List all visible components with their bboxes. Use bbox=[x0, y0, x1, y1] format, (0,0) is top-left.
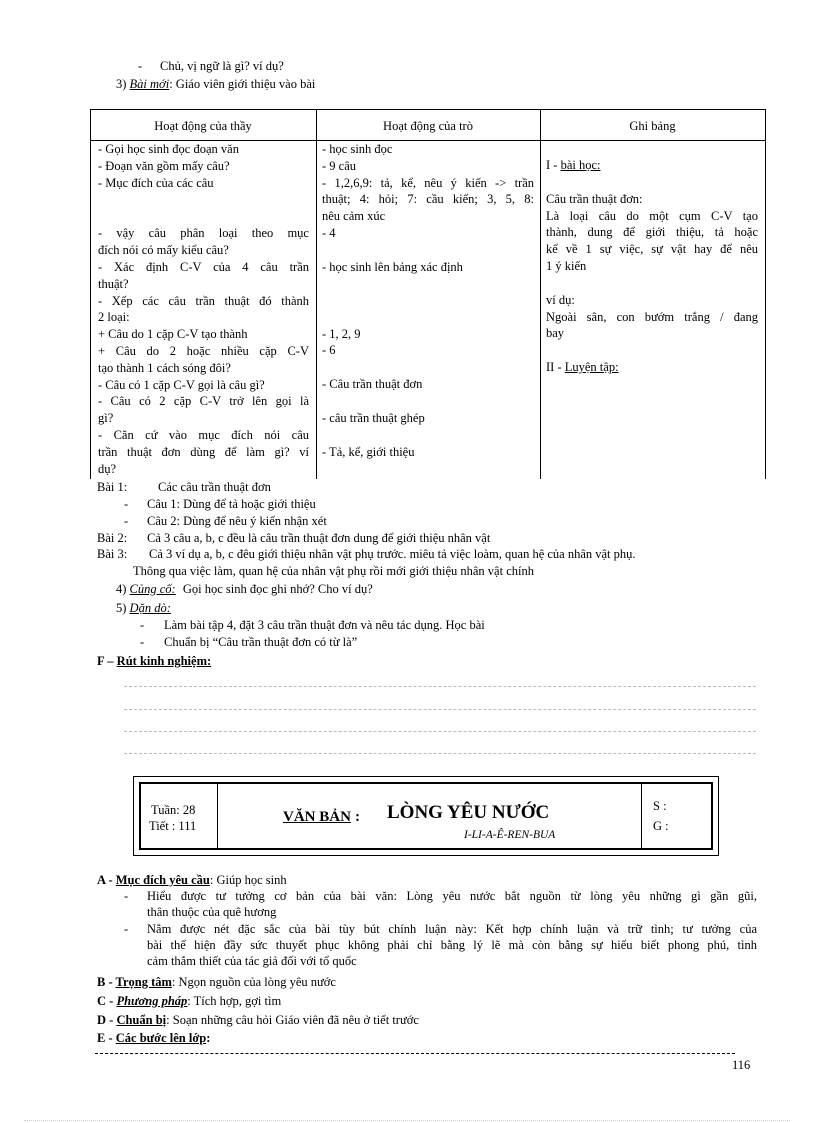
board-section-1: I - bài học: bbox=[546, 158, 601, 172]
board-def-line: Là loại câu do một cụm C-V tạo bbox=[546, 208, 758, 223]
genre-label: VĂN BẢN bbox=[283, 809, 351, 825]
teacher-line: - vậy câu phân loại theo mục bbox=[98, 226, 309, 241]
student-line: - 6 bbox=[322, 343, 336, 358]
homework-heading: 5) Dặn dò: bbox=[116, 601, 171, 615]
board-example-line: bay bbox=[546, 326, 565, 341]
student-line: nêu cảm xúc bbox=[322, 209, 386, 224]
student-line: - 9 câu bbox=[322, 158, 357, 173]
prep-line: D - Chuẩn bị: Soạn những câu hỏi Giáo viên đã nêu ở tiết trước bbox=[97, 1013, 419, 1027]
board-term: Câu trần thuật đơn: bbox=[546, 191, 643, 206]
teacher-line: thuật? bbox=[98, 276, 129, 291]
header-teacher: Hoạt động của thầy bbox=[154, 119, 252, 133]
teacher-line: - Gọi học sinh đọc đoạn văn bbox=[98, 142, 239, 156]
student-line: - câu trần thuật ghép bbox=[322, 410, 425, 425]
teacher-line: - Câu có 2 cặp C-V trở lên gọi là bbox=[98, 394, 309, 409]
teacher-column bbox=[98, 141, 309, 477]
teacher-line: gì? bbox=[98, 411, 114, 426]
objective-item: Hiểu được tư tưởng cơ bản của bài văn: Lòng yêu nước bắt nguồn từ lòng yêu những gì gần gũi, thân thuộc của quê hương bbox=[147, 889, 757, 919]
author-name: I-LI-A-Ê-REN-BUA bbox=[464, 829, 556, 841]
student-line: - 1,2,6,9: tả, kể, nêu ý kiến -> trần bbox=[322, 175, 534, 190]
teacher-line: trần thuật đơn dùng để làm gì? ví bbox=[98, 444, 309, 459]
student-line: - 1, 2, 9 bbox=[322, 326, 361, 341]
exercise-1-label: Bài 1: bbox=[97, 480, 128, 494]
period-label: Tiết : 111 bbox=[149, 819, 197, 833]
student-line: - học sinh đọc bbox=[322, 142, 393, 156]
exercise-3-text-cont: Thông qua việc làm, quan hệ của nhân vật phụ rồi mới giới thiệu nhân vật chính bbox=[133, 564, 534, 578]
exercise-1-item: Câu 2: Dùng để nêu ý kiến nhận xét bbox=[147, 514, 327, 528]
lesson-activity-table bbox=[90, 109, 766, 479]
board-example-label: ví dụ: bbox=[546, 292, 575, 307]
notes-line bbox=[124, 753, 756, 754]
exercise-1-text: Các câu trần thuật đơn bbox=[158, 480, 271, 494]
teacher-line: + Câu do 2 hoặc nhiều cặp C-V bbox=[98, 343, 309, 358]
teacher-line: 2 loại: bbox=[98, 310, 130, 325]
exercise-2-label: Bài 2: bbox=[97, 531, 128, 545]
student-line: - Câu trần thuật đơn bbox=[322, 377, 423, 392]
teacher-line: - Xác định C-V của 4 câu trần bbox=[98, 259, 309, 274]
homework-item: Làm bài tập 4, đặt 3 câu trần thuật đơn và nêu tác dụng. Học bài bbox=[164, 618, 485, 632]
notes-line bbox=[124, 709, 756, 710]
new-lesson-label: Bài mới bbox=[129, 77, 170, 91]
g-label: G : bbox=[653, 819, 669, 833]
focus-line: B - Trọng tâm: Ngọn nguồn của lòng yêu nước bbox=[97, 975, 336, 989]
board-example-line: Ngoài sân, con bướm trắng / đang bbox=[546, 309, 758, 324]
page-bottom-rule bbox=[24, 1120, 790, 1121]
homework-item: Chuẩn bị “Câu trần thuật đơn có từ là” bbox=[164, 635, 358, 649]
objective-item: Nắm được nét đặc sắc của bài tùy bút chính luận này: Kết hợp chính luận và trữ tình; tư tưởng của bài thể hiện đầy sức thuyết phục không phải chỉ bằng lý lẽ mà còn bằng sự hiểu biết phong phú, tình cảm thắm thiết của tác giả đối với tổ quốc bbox=[147, 922, 757, 968]
lesson-title: LÒNG YÊU NƯỚC bbox=[387, 802, 550, 823]
header-student: Hoạt động của trò bbox=[383, 119, 473, 133]
exercise-2-text: Cả 3 câu a, b, c đều là câu trần thuật đơn dung để giới thiệu nhân vật bbox=[147, 531, 491, 545]
exercise-3-text: Cả 3 ví dụ a, b, c đêu giới thiệu nhân vật phụ trước. miêu tả việc loàm, quan hệ của nhân vật phụ. bbox=[149, 547, 636, 561]
teacher-line: + Câu do 1 cặp C-V tạo thành bbox=[98, 327, 248, 342]
teacher-line: đích nói có mấy kiểu câu? bbox=[98, 243, 229, 258]
new-lesson-line: 3) Bài mới: Giáo viên giới thiệu vào bài bbox=[116, 77, 316, 91]
student-line: - Tả, kể, giới thiệu bbox=[322, 444, 415, 459]
notes-line bbox=[124, 686, 756, 687]
board-column bbox=[546, 157, 758, 376]
teacher-line: - Câu có 1 cặp C-V gọi là câu gì? bbox=[98, 377, 265, 392]
teacher-line: - Mục đích của các câu bbox=[98, 175, 214, 190]
notes-line bbox=[124, 731, 756, 732]
board-def-line: 1 ý kiến bbox=[546, 258, 587, 273]
exercise-1-item: Câu 1: Dùng để tả hoặc giới thiệu bbox=[147, 497, 316, 511]
consolidation-line: 4) Củng cố: Gọi học sinh đọc ghi nhớ? Cho ví dụ? bbox=[116, 582, 373, 596]
experience-heading: F – Rút kinh nghiệm: bbox=[97, 654, 212, 668]
teacher-line: dụ? bbox=[98, 461, 117, 476]
header-board: Ghi bảng bbox=[629, 119, 676, 133]
steps-line: E - Các bước lên lớp: bbox=[97, 1031, 211, 1045]
teacher-line: tạo thành 1 cách sóng đôi? bbox=[98, 360, 231, 375]
footer-divider bbox=[95, 1053, 735, 1054]
bullet-dash: - bbox=[138, 59, 143, 73]
s-label: S : bbox=[653, 799, 667, 813]
exercise-3-label: Bài 3: bbox=[97, 547, 128, 561]
teacher-line: - Căn cứ vào mục đích nói câu bbox=[98, 427, 309, 442]
objectives-heading: A - Mục đích yêu cầu: Giúp học sinh bbox=[97, 873, 287, 887]
teacher-line: - Đoạn văn gồm mấy câu? bbox=[98, 158, 230, 173]
board-def-line: thành, dung để giới thiệu, tả hoặc bbox=[546, 225, 758, 240]
student-line: - học sinh lên bảng xác định bbox=[322, 259, 463, 274]
board-def-line: kể về 1 sự việc, sự vật hay để nêu bbox=[546, 242, 758, 257]
student-line: - 4 bbox=[322, 225, 336, 240]
lesson-header-box: Tuần: 28 Tiết : 111 VĂN BẢN : LÒNG YÊU NƯỚC I-LI-A-Ê-REN-BUA S : G : bbox=[133, 776, 719, 856]
page-number: 116 bbox=[732, 1058, 751, 1072]
method-line: C - Phương pháp: Tích hợp, gợi tìm bbox=[97, 994, 282, 1008]
intro-question: Chủ, vị ngữ là gì? ví dụ? bbox=[160, 59, 284, 73]
teacher-line: - Xếp các câu trần thuật đó thành bbox=[98, 293, 309, 308]
student-line: thuật; 4: hỏi; 7: cầu kiến; 3, 5, 8: bbox=[322, 192, 534, 207]
week-label: Tuần: 28 bbox=[151, 803, 196, 817]
student-column bbox=[322, 141, 534, 461]
board-section-2: II - Luyện tập: bbox=[546, 360, 619, 375]
